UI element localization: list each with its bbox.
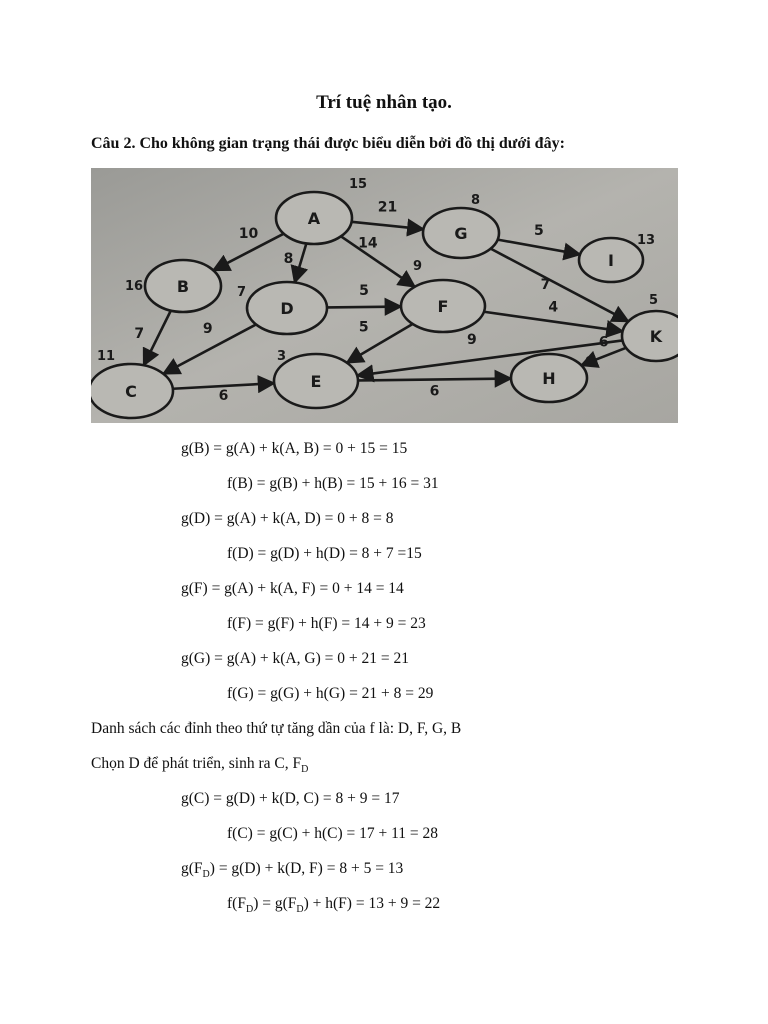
node-label-f: F — [437, 297, 449, 316]
calc-line-12-sub2: D — [296, 904, 304, 916]
edge-weight-k-h: 6 — [598, 334, 609, 351]
calc-line-11-pre: g(F — [181, 860, 203, 877]
question-heading: Câu 2. Cho không gian trạng thái được biểu diễn bởi đồ thị dưới đây: — [91, 135, 565, 152]
node-label-i: I — [608, 251, 614, 270]
calc-line-12-pre: f(F — [227, 895, 246, 912]
edge-weight-a-b: 10 — [238, 226, 259, 242]
sorted-list-line: Danh sách các đỉnh theo thứ tự tăng dần của f là: D, F, G, B — [91, 720, 462, 737]
node-label-d: D — [280, 299, 294, 318]
expand-line — [91, 755, 308, 775]
heuristic-c: 11 — [97, 349, 116, 364]
heuristic-h: 0 — [585, 355, 595, 370]
calc-line-6: f(F) = g(F) + h(F) = 14 + 9 = 23 — [227, 615, 426, 632]
heuristic-d: 7 — [237, 285, 247, 300]
heuristic-k: 5 — [649, 293, 659, 308]
calc-line-11-post: ) = g(D) + k(D, F) = 8 + 5 = 13 — [209, 860, 404, 877]
heuristic-g: 8 — [471, 193, 481, 208]
edge-weight-k-e: 9 — [466, 331, 477, 348]
document-title: Trí tuệ nhân tạo. — [316, 92, 452, 113]
calc-line-5: g(F) = g(A) + k(A, F) = 0 + 14 = 14 — [181, 580, 404, 597]
calc-line-10: f(C) = g(C) + h(C) = 17 + 11 = 28 — [227, 825, 439, 842]
calc-line-1: g(B) = g(A) + k(A, B) = 0 + 15 = 15 — [181, 440, 408, 457]
heuristic-i: 13 — [637, 233, 656, 248]
heuristic-b: 16 — [125, 279, 144, 294]
edge-weight-c-e: 6 — [218, 388, 229, 404]
calc-line-4: f(D) = g(D) + h(D) = 8 + 7 =15 — [227, 545, 422, 562]
calc-line-11-sub: D — [202, 869, 210, 881]
calc-line-3: g(D) = g(A) + k(A, D) = 0 + 8 = 8 — [181, 510, 394, 527]
calc-line-11 — [181, 860, 403, 880]
graph-photo — [91, 168, 678, 423]
edge-weight-f-k: 4 — [548, 299, 559, 316]
node-label-b: B — [176, 277, 190, 296]
heuristic-e: 3 — [277, 349, 287, 364]
node-label-h: H — [542, 369, 556, 388]
calc-line-12-post: ) = g(F — [253, 895, 297, 912]
node-label-c: C — [125, 382, 137, 401]
calc-line-12-sub: D — [245, 904, 254, 916]
calc-line-12-post2: ) + h(F) = 13 + 9 = 22 — [303, 895, 441, 912]
calc-line-9: g(C) = g(D) + k(D, C) = 8 + 9 = 17 — [181, 790, 400, 807]
node-label-a: A — [307, 209, 321, 228]
edge-d-f — [327, 307, 401, 308]
node-label-e: E — [310, 372, 322, 391]
edge-weight-d-f: 5 — [359, 283, 369, 300]
edge-weight-a-g: 21 — [377, 199, 398, 216]
edge-weight-b-c: 7 — [134, 325, 145, 342]
node-label-g: G — [454, 224, 468, 243]
calc-line-12 — [227, 895, 440, 915]
heuristic-f: 9 — [413, 259, 423, 274]
expand-text: Chọn D để phát triển, sinh ra C, F — [91, 755, 302, 772]
edge-weight-f-e: 5 — [358, 319, 369, 336]
edge-weight-a-d: 8 — [283, 250, 294, 267]
calc-line-8: f(G) = g(G) + h(G) = 21 + 8 = 29 — [227, 685, 434, 702]
calc-line-7: g(G) = g(A) + k(A, G) = 0 + 21 = 21 — [181, 650, 409, 667]
edge-weight-a-f: 14 — [358, 235, 378, 252]
node-label-k: K — [649, 327, 663, 346]
edge-weight-e-h: 6 — [429, 383, 440, 400]
edge-weight-g-k: 7 — [540, 277, 551, 294]
calc-line-2: f(B) = g(B) + h(B) = 15 + 16 = 31 — [227, 475, 439, 492]
edge-weight-g-i: 5 — [533, 223, 544, 240]
heuristic-a: 15 — [349, 177, 368, 192]
expand-subscript: D — [301, 764, 309, 776]
edge-weight-d-c: 9 — [202, 321, 213, 338]
